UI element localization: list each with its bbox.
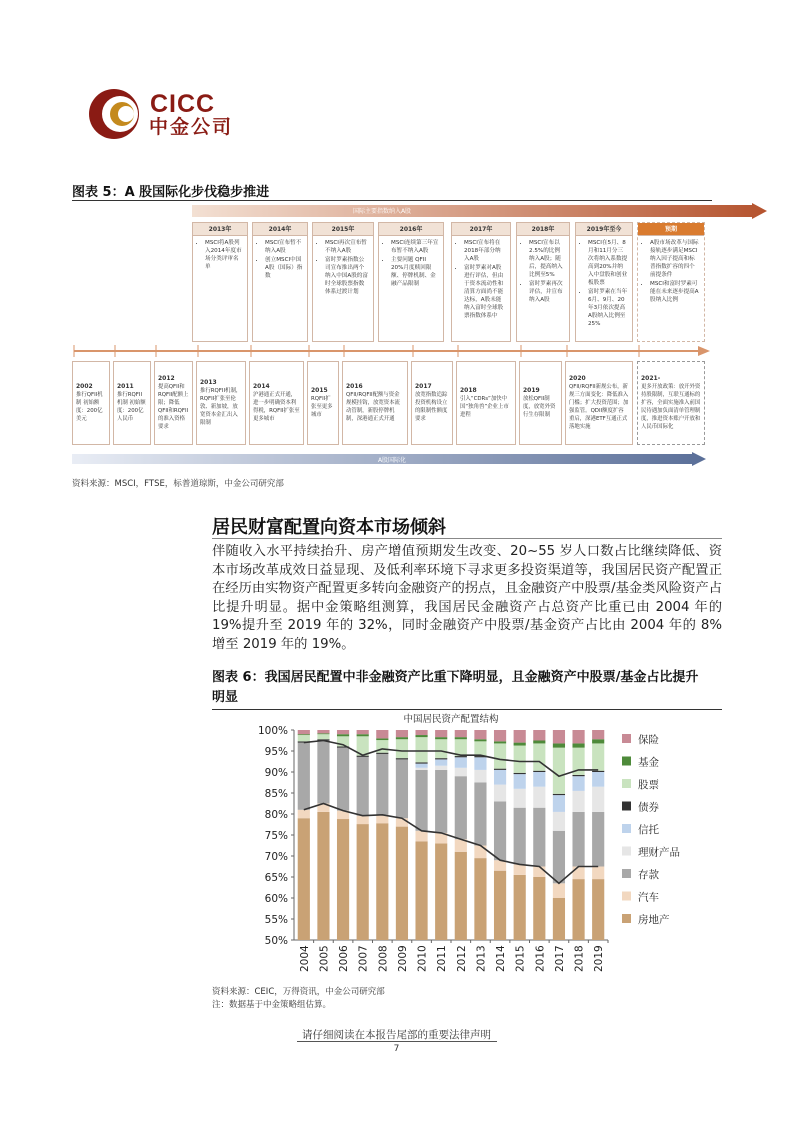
bar-segment-信托 <box>533 772 545 787</box>
y-tick-label: 70% <box>264 851 288 863</box>
bar-segment-债券 <box>572 775 584 776</box>
bar-segment-房地产 <box>317 812 329 940</box>
bar-segment-基金 <box>415 735 427 737</box>
legend-swatch <box>622 734 631 743</box>
top-box-item: • MSCI和富时罗素可能在未来逐步提高A股纳入比例 <box>650 280 700 304</box>
bar-segment-汽车 <box>514 864 526 875</box>
bar-segment-债券 <box>514 773 526 774</box>
legend-label: 保险 <box>638 734 659 746</box>
legend-label: 债券 <box>638 801 659 814</box>
bar-segment-存款 <box>415 770 427 831</box>
legend-swatch <box>622 757 631 766</box>
bar-segment-基金 <box>474 739 486 741</box>
bar-segment-信托 <box>514 774 526 789</box>
x-tick-label: 2004 <box>298 945 311 972</box>
legend-label: 房地产 <box>638 914 670 926</box>
bar-segment-股票 <box>317 734 329 739</box>
bar-segment-债券 <box>455 756 467 757</box>
top-box-year: 2013年 <box>193 223 247 236</box>
bar-segment-保险 <box>455 730 467 737</box>
bar-segment-保险 <box>435 730 447 737</box>
bottom-box-year: 2021- <box>641 375 661 382</box>
top-box-8 <box>637 222 705 342</box>
bottom-box-11 <box>565 361 633 445</box>
bar-segment-理财产品 <box>514 789 526 808</box>
bar-segment-汽车 <box>592 867 604 880</box>
top-box-item: • MSCI再次宣布暂不纳入A股 <box>325 239 369 255</box>
bar-segment-房地产 <box>357 824 369 940</box>
top-box-item: • MSCI在5月、8月和11月分三次将纳入系数提高到20%并纳入中盘股和创业板股票 <box>588 239 628 287</box>
bar-segment-房地产 <box>455 852 467 940</box>
bar-segment-股票 <box>435 739 447 758</box>
footer-disclaimer: 请仔细阅读在本报告尾部的重要法律声明 <box>302 1029 491 1041</box>
bar-segment-保险 <box>317 730 329 733</box>
bar-segment-汽车 <box>396 818 408 826</box>
y-tick-label: 55% <box>264 914 288 926</box>
bar-segment-基金 <box>435 737 447 739</box>
bar-segment-理财产品 <box>553 812 565 831</box>
fig5-title: 图表 5：A 股国际化步伐稳步推进 <box>72 185 270 200</box>
bottom-box-10 <box>519 361 562 445</box>
bar-segment-房地产 <box>572 879 584 940</box>
bar-segment-基金 <box>317 733 329 734</box>
y-tick-label: 95% <box>264 746 288 758</box>
bar-segment-债券 <box>592 771 604 772</box>
legend-label: 理财产品 <box>638 846 680 859</box>
bar-segment-存款 <box>317 741 329 804</box>
fig6-title-line2: 明显 <box>212 690 239 705</box>
bottom-box-3 <box>154 361 193 445</box>
bar-segment-房地产 <box>435 843 447 940</box>
top-box-item: • 富时罗素再次评估，并宣布纳入A股 <box>529 280 565 304</box>
bar-segment-债券 <box>533 771 545 772</box>
section-heading: 居民财富配置向资本市场倾斜 <box>212 517 446 538</box>
bar-segment-股票 <box>533 743 545 770</box>
bottom-box-text: 沪港通正式开通，进一步明确资本利得税，RQFII扩张至更多城市 <box>253 392 300 422</box>
section-rule <box>212 538 722 539</box>
top-box-item: • MSCI宣布暂不纳入A股 <box>265 239 303 255</box>
y-tick-label: 60% <box>264 893 288 905</box>
bar-segment-保险 <box>474 730 486 739</box>
y-tick-label: 50% <box>264 935 288 947</box>
top-box-item: • MSCI将A股列入2014年度市场分类评审名单 <box>205 239 243 271</box>
bar-segment-存款 <box>435 770 447 833</box>
logo-mark-icon <box>88 88 140 140</box>
bottom-box-7 <box>342 361 408 445</box>
y-tick-label: 65% <box>264 872 288 884</box>
x-tick-label: 2009 <box>396 945 409 972</box>
bar-segment-股票 <box>474 741 486 756</box>
top-box-item: • MSCI连续第三年宣布暂不纳入A股 <box>391 239 439 255</box>
bar-segment-理财产品 <box>494 785 506 802</box>
top-box-year: 2019年至今 <box>576 223 632 236</box>
top-box-7 <box>575 222 633 342</box>
bar-segment-房地产 <box>553 898 565 940</box>
x-tick-label: 2016 <box>534 945 547 972</box>
bottom-box-text: 引入“CDRs”加快中国“独角兽”企业上市进程 <box>460 396 509 418</box>
bar-segment-股票 <box>396 739 408 758</box>
bottom-box-text: 提高QFII和RQFII配额上限；降低QFII和RQFII的准入资格要求 <box>158 384 189 430</box>
bar-segment-基金 <box>357 734 369 736</box>
bottom-box-5 <box>249 361 304 445</box>
bottom-box-year: 2016 <box>346 383 363 390</box>
bottom-box-text: 推行RQFII机制 初始额度：200亿人民币 <box>117 392 146 422</box>
bar-segment-理财产品 <box>415 768 427 770</box>
section-paragraph: 伴随收入水平持续抬升、房产增值预期发生改变、20~55 岁人口数占比继续降低、资本市场改革成效日益显现、及低利率环境下寻求更多投资渠道等，我国居民资产配置正在经历由实物资产配置更多转向金融资产的拐点，且金融资产中股票/基金类风险资产占比提升明显。据中金策略组测算，我国居民金融资产占总资产比重已由 2004 年的 19%提升至 2019 年的 32%，同时金融资产中股票/基金资产占比由 2004 年的 8%增至 2019 年的 19%。 <box>212 544 722 652</box>
bar-segment-保险 <box>572 730 584 743</box>
bar-segment-保险 <box>514 730 526 743</box>
legend-label: 汽车 <box>638 891 659 904</box>
top-box-year: 预期 <box>638 223 704 236</box>
bar-segment-股票 <box>298 735 310 741</box>
y-tick-label: 80% <box>264 809 288 821</box>
asset-allocation-chart <box>212 710 722 982</box>
bottom-box-text: QFII/RQFII配额与资金规模挂钩，放宽资本流动管制，新股停牌机制，深港通正式开通 <box>346 392 400 422</box>
y-tick-label: 85% <box>264 788 288 800</box>
bar-segment-汽车 <box>474 846 486 859</box>
bar-segment-存款 <box>298 743 310 810</box>
bar-segment-信托 <box>474 757 486 770</box>
bar-segment-债券 <box>494 769 506 770</box>
bottom-box-6 <box>307 361 339 445</box>
x-tick-label: 2015 <box>514 945 527 972</box>
legend-swatch <box>622 824 631 833</box>
bar-segment-理财产品 <box>592 787 604 812</box>
bar-segment-理财产品 <box>455 768 467 776</box>
brand-name: CICC <box>150 90 216 118</box>
bar-segment-保险 <box>533 730 545 741</box>
legend-label: 信托 <box>638 824 659 836</box>
bar-segment-汽车 <box>415 831 427 842</box>
bar-segment-汽车 <box>298 810 310 818</box>
bar-segment-存款 <box>376 754 388 815</box>
timeline-axis <box>72 345 712 357</box>
top-box-item: • 富时罗素对A股进行评估，但由于资本流动性和清算方面尚不能达标，A股未能纳入富时全球股票指数体系中 <box>464 264 506 320</box>
bar-segment-债券 <box>396 758 408 759</box>
bar-segment-房地产 <box>376 823 388 940</box>
x-tick-label: 2014 <box>495 945 508 972</box>
top-arrow-label: 国际主要指数纳入A股 <box>352 208 412 215</box>
bar-segment-理财产品 <box>435 766 447 770</box>
bar-segment-房地产 <box>396 827 408 940</box>
bar-segment-存款 <box>533 808 545 867</box>
bar-segment-理财产品 <box>474 770 486 783</box>
top-arrow <box>192 203 767 219</box>
bar-segment-信托 <box>553 795 565 812</box>
bar-segment-理财产品 <box>533 787 545 808</box>
x-tick-label: 2011 <box>436 945 449 972</box>
top-box-item: • A股市场改革与国际接轨逐步满足MSCI纳入因子提高和标普指数扩容的四个前提条件 <box>650 239 700 279</box>
top-box-item: • 富时罗素指数公司宣布推出两个纳入中国A股的富时全球股票指数体系过渡计划 <box>325 256 369 296</box>
bar-segment-存款 <box>357 757 369 816</box>
footer-rule <box>297 1041 497 1042</box>
x-tick-label: 2010 <box>416 945 429 972</box>
bar-segment-股票 <box>494 743 506 768</box>
bar-segment-股票 <box>592 743 604 770</box>
y-tick-label: 100% <box>257 725 288 737</box>
bar-segment-存款 <box>553 831 565 884</box>
bar-segment-汽车 <box>357 816 369 824</box>
top-box-item: • MSCI宣布将在2018年部分纳入A股 <box>464 239 506 263</box>
bar-segment-存款 <box>337 748 349 811</box>
bar-segment-信托 <box>592 772 604 787</box>
bar-segment-信托 <box>435 759 447 765</box>
top-box-1 <box>192 222 248 342</box>
bar-segment-债券 <box>376 753 388 754</box>
bar-segment-保险 <box>337 730 349 734</box>
bar-segment-理财产品 <box>572 791 584 812</box>
cicc-logo <box>88 88 140 140</box>
bar-segment-存款 <box>592 812 604 867</box>
x-tick-label: 2006 <box>338 945 351 972</box>
bar-segment-存款 <box>514 808 526 865</box>
bar-segment-房地产 <box>514 875 526 940</box>
bar-segment-股票 <box>553 748 565 794</box>
y-tick-label: 75% <box>264 830 288 842</box>
bar-segment-基金 <box>337 734 349 736</box>
bar-segment-基金 <box>298 734 310 735</box>
bottom-box-year: 2015 <box>311 387 328 394</box>
top-box-year: 2014年 <box>253 223 307 236</box>
fig5-source: 资料来源：MSCI，FTSE，标普道琼斯，中金公司研究部 <box>72 479 284 489</box>
legend-swatch <box>622 892 631 901</box>
bar-segment-保险 <box>396 730 408 737</box>
bottom-box-year: 2020 <box>569 375 586 382</box>
bar-segment-基金 <box>376 738 388 740</box>
bar-segment-汽车 <box>553 883 565 898</box>
x-tick-label: 2018 <box>573 945 586 972</box>
top-box-year: 2016年 <box>379 223 443 236</box>
bottom-box-year: 2018 <box>460 387 477 394</box>
x-tick-label: 2019 <box>593 945 606 972</box>
bottom-box-text: 推行QFII机制 初始额度：200亿美元 <box>76 392 103 422</box>
bottom-box-text: 更多开放政策：放开外资持股限制，互联互通标的扩容，全面实施准入前国民待遇加负面清单管理制度，推进资本账户开放和人民币国际化 <box>641 384 701 430</box>
bar-segment-债券 <box>435 758 447 759</box>
bottom-box-2 <box>113 361 151 445</box>
bar-segment-债券 <box>553 794 565 795</box>
legend-swatch <box>622 869 631 878</box>
fig6-source: 资料来源：CEIC，万得资讯，中金公司研究部 <box>212 987 385 997</box>
bar-segment-房地产 <box>474 858 486 940</box>
bar-segment-存款 <box>396 759 408 818</box>
bar-segment-存款 <box>455 776 467 839</box>
fig6-title-line1: 图表 6：我国居民配置中非金融资产比重下降明显，且金融资产中股票/基金占比提升 <box>212 670 699 685</box>
x-tick-label: 2017 <box>553 945 566 972</box>
legend-swatch <box>622 914 631 923</box>
bottom-box-year: 2014 <box>253 383 270 390</box>
fig5-rule <box>72 200 712 201</box>
bar-segment-基金 <box>514 743 526 746</box>
bottom-arrow-label: A股国际化 <box>377 457 407 464</box>
fig6-title <box>212 668 722 708</box>
y-tick-label: 90% <box>264 767 288 779</box>
top-box-year: 2018年 <box>517 223 569 236</box>
bar-segment-房地产 <box>592 879 604 940</box>
bottom-box-year: 2012 <box>158 375 175 382</box>
bar-segment-房地产 <box>494 871 506 940</box>
bar-segment-股票 <box>415 737 427 762</box>
top-box-5 <box>451 222 511 342</box>
legend-label: 股票 <box>638 779 659 791</box>
bar-segment-保险 <box>494 730 506 741</box>
bar-segment-房地产 <box>533 877 545 940</box>
bar-segment-房地产 <box>298 818 310 940</box>
bar-segment-房地产 <box>337 819 349 940</box>
bar-segment-保险 <box>553 730 565 743</box>
bottom-box-1 <box>72 361 110 445</box>
bottom-box-8 <box>411 361 453 445</box>
bar-segment-信托 <box>455 757 467 768</box>
bar-segment-存款 <box>494 801 506 860</box>
bar-segment-债券 <box>415 762 427 763</box>
bar-segment-基金 <box>592 739 604 743</box>
bar-segment-基金 <box>455 737 467 739</box>
fig6-note: 注：数据基于中金策略组估算。 <box>212 1000 332 1010</box>
x-tick-label: 2005 <box>318 945 331 972</box>
bar-segment-信托 <box>415 764 427 768</box>
bar-segment-基金 <box>533 741 545 744</box>
bottom-box-text: QFII/RQFII新规公布，新规三方面变化：降低准入门槛；扩大投资范围；加强监管。QDII额度扩容重启，深港ETF互通正式落地实施 <box>569 384 629 430</box>
top-box-item: • 主要问题 QFII 20%月度赎回限额、停牌机制、金融产品限制 <box>391 256 439 288</box>
legend-swatch <box>622 779 631 788</box>
bar-segment-保险 <box>298 730 310 734</box>
bar-segment-基金 <box>396 737 408 739</box>
bottom-box-year: 2011 <box>117 383 134 390</box>
top-box-2 <box>252 222 308 342</box>
bar-segment-信托 <box>572 776 584 791</box>
bar-segment-存款 <box>572 812 584 867</box>
bar-segment-汽车 <box>533 867 545 878</box>
page-number: 7 <box>393 1044 400 1054</box>
bottom-box-text: 放松QFII制度，放宽外资行生存限制 <box>523 396 556 418</box>
bar-segment-基金 <box>572 743 584 747</box>
chart-title: 中国居民资产配置结构 <box>403 714 499 725</box>
top-box-item: • MSCI宣布以2.5%的比例纳入A股；随后，提高纳入比例至5% <box>529 239 565 279</box>
x-tick-label: 2012 <box>455 945 468 972</box>
top-box-6 <box>516 222 570 342</box>
bottom-box-9 <box>456 361 516 445</box>
bar-segment-房地产 <box>415 841 427 940</box>
legend-label: 基金 <box>638 756 659 769</box>
bottom-box-year: 2002 <box>76 383 93 390</box>
bar-segment-基金 <box>494 741 506 743</box>
bottom-box-12 <box>637 361 705 445</box>
bottom-box-year: 2013 <box>200 379 217 386</box>
top-box-item: • 富时罗素在当年6月、9月、20年3月依次提高A股纳入比例至25% <box>588 288 628 328</box>
top-box-item: • 创立MSCI中国A股（国际）指数 <box>265 256 303 280</box>
bottom-box-text: RQFII扩张至更多城市 <box>311 396 333 418</box>
bottom-box-text: 推行RQFII机制，RQFII扩张至伦敦、新加坡，放宽资本金汇出入限制 <box>200 388 242 426</box>
bar-segment-保险 <box>357 730 369 734</box>
x-tick-label: 2008 <box>377 945 390 972</box>
bar-segment-保险 <box>415 730 427 735</box>
top-box-year: 2015年 <box>313 223 373 236</box>
fig5-timeline <box>72 203 712 473</box>
bar-segment-汽车 <box>572 867 584 880</box>
top-box-3 <box>312 222 374 342</box>
x-tick-label: 2007 <box>357 945 370 972</box>
bar-segment-基金 <box>553 743 565 747</box>
legend-swatch <box>622 847 631 856</box>
bar-segment-股票 <box>514 746 526 773</box>
top-box-year: 2017年 <box>452 223 510 236</box>
bar-segment-保险 <box>592 730 604 739</box>
bar-segment-信托 <box>494 770 506 785</box>
top-box-4 <box>378 222 444 342</box>
bar-segment-保险 <box>376 730 388 738</box>
bottom-box-year: 2017 <box>415 383 432 390</box>
bar-segment-存款 <box>474 783 486 846</box>
x-tick-label: 2013 <box>475 945 488 972</box>
bottom-box-year: 2019 <box>523 387 540 394</box>
brand-name-cn: 中金公司 <box>149 116 234 138</box>
bottom-box-4 <box>196 361 246 445</box>
legend-label: 存款 <box>638 869 659 881</box>
legend-swatch <box>622 802 631 811</box>
bottom-box-text: 放宽指数追踪投资机构设立的限制性额度要求 <box>415 392 448 422</box>
